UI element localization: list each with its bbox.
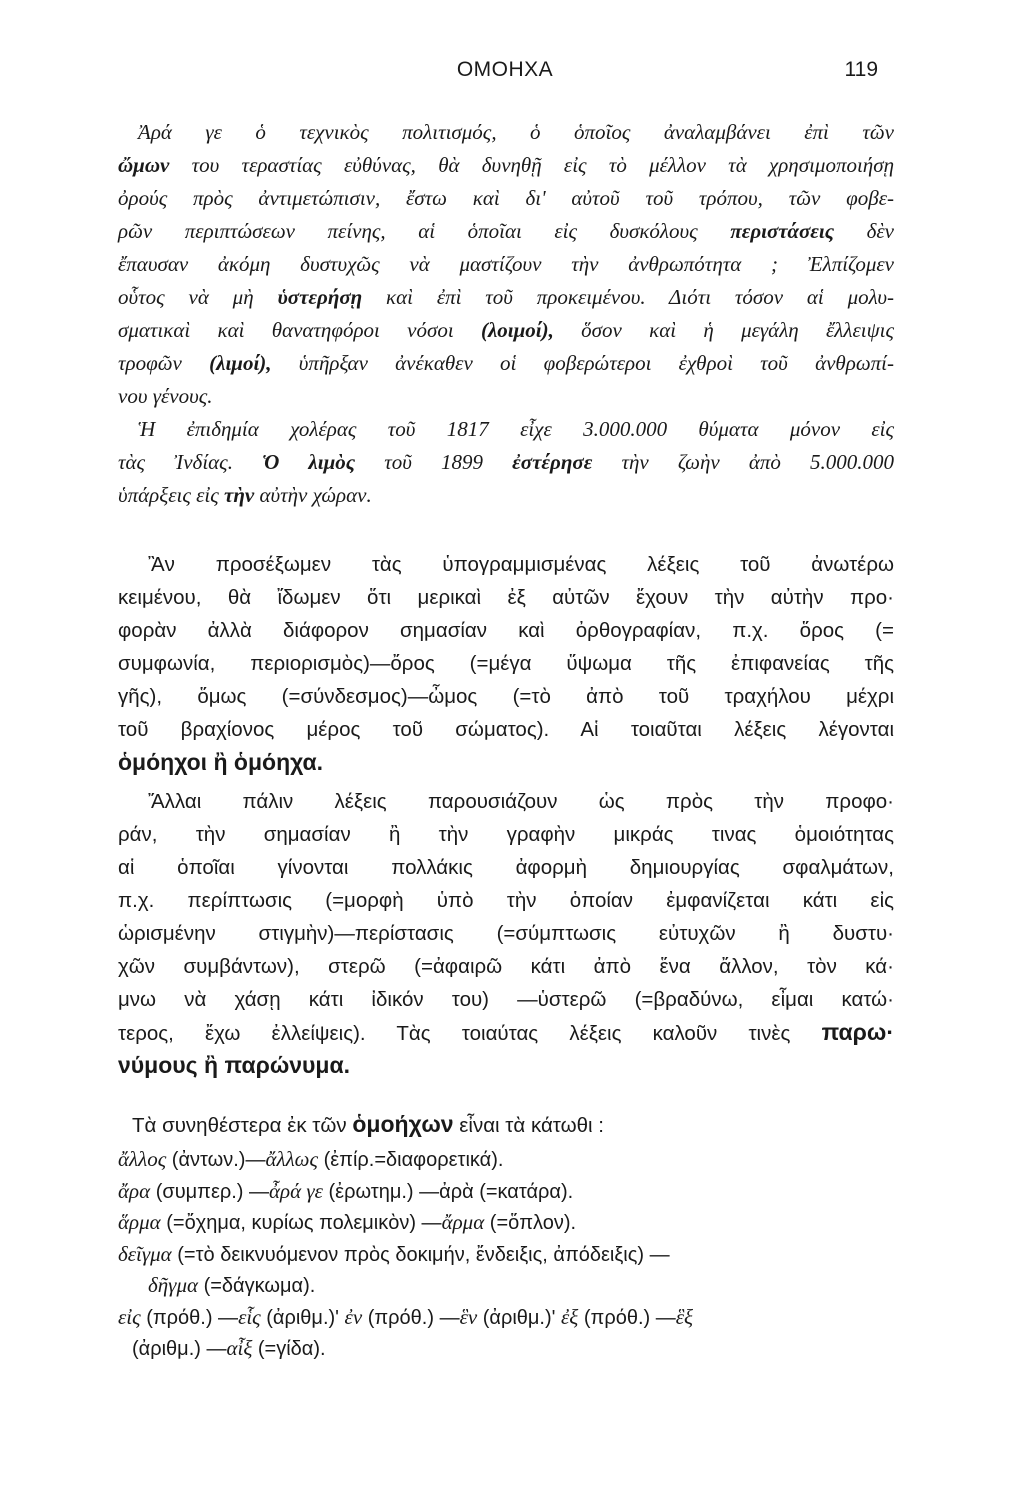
text-line: ὡρισμένην στιγμὴν)—περίστασις (=σύμπτωσις εὐτυχῶν ἢ δυστυ· bbox=[118, 922, 894, 945]
text-line: φορὰν ἀλλὰ διάφορον σημασίαν καὶ ὀρθογραφίαν, π.χ. ὅρος (= bbox=[118, 619, 894, 642]
list-item: ἄρα (συμπερ.) —ἆρά γε (ἐρωτημ.) —ἀρὰ (=κατάρα). bbox=[118, 1178, 574, 1203]
paragraph-homophones bbox=[118, 548, 894, 779]
page-number: 119 bbox=[844, 58, 878, 81]
homophone-list bbox=[118, 1106, 894, 1365]
page-header bbox=[0, 58, 1010, 88]
list-item: εἰς (πρόθ.) —εἷς (ἀριθμ.)' ἐν (πρόθ.) —ἓν (ἀριθμ.)' ἐξ (πρόθ.) —ἓξ bbox=[118, 1304, 694, 1329]
quote-line: οὗτος νὰ μὴ ὑστερήσῃ καὶ ἐπὶ τοῦ προκειμένου. Διότι τόσον αἱ μολυ- bbox=[118, 285, 894, 309]
text-line: ὁμόηχοι ἢ ὁμόηχα. bbox=[118, 749, 324, 775]
list-item: δεῖγμα (=τὸ δεικνυόμενον πρὸς δοκιμήν, ἔνδειξις, ἀπόδειξις) — bbox=[118, 1241, 670, 1266]
text-line: μνω νὰ χάσῃ κάτι ἰδικόν του) —ὑστερῶ (=βραδύνω, εἶμαι κατώ· bbox=[118, 988, 894, 1011]
text-line: νύμους ἢ παρώνυμα. bbox=[118, 1052, 351, 1078]
text-line: ράν, τὴν σημασίαν ἢ τὴν γραφὴν μικράς τινας ὁμοιότητας bbox=[118, 823, 894, 846]
quote-line: ὑπάρξεις εἰς τὴν αὐτὴν χώραν. bbox=[118, 483, 372, 507]
quote-block bbox=[118, 116, 894, 512]
text-line: Ἄλλαι πάλιν λέξεις παρουσιάζουν ὡς πρὸς τὴν προφο· bbox=[148, 790, 894, 813]
text-line: χῶν συμβάντων), στερῶ (=ἀφαιρῶ κάτι ἀπὸ ἕνα ἄλλον, τὸν κά· bbox=[118, 955, 894, 978]
text-line: αἱ ὁποῖαι γίνονται πολλάκις ἀφορμὴ δημιουργίας σφαλμάτων, bbox=[118, 856, 894, 879]
text-line: τοῦ βραχίονος μέρος τοῦ σώματος). Αἱ τοιαῦται λέξεις λέγονται bbox=[118, 718, 894, 741]
list-item: ἄλλος (ἀντων.)—ἄλλως (ἐπίρ.=διαφορετικά). bbox=[118, 1147, 504, 1171]
text-line: συμφωνία, περιορισμὸς)—ὄρος (=μέγα ὕψωμα τῆς ἐπιφανείας τῆς bbox=[118, 652, 894, 675]
list-item: ἅρμα (=ὄχημα, κυρίως πολεμικὸν) —ἄρμα (=ὅπλον). bbox=[118, 1210, 577, 1234]
list-item: δῆγμα (=δάγκωμα). bbox=[148, 1273, 316, 1297]
paragraph-paronyms bbox=[118, 785, 894, 1082]
running-title: ΟΜΟΗΧΑ bbox=[456, 58, 554, 81]
list-item: (ἀριθμ.) —αἶξ (=γίδα). bbox=[132, 1336, 326, 1360]
quote-line: σματικαὶ καὶ θανατηφόροι νόσοι (λοιμοί), ὅσον καὶ ἡ μεγάλη ἔλλειψις bbox=[118, 318, 894, 342]
text-line: κειμένου, θὰ ἴδωμεν ὅτι μερικαὶ ἐξ αὐτῶν ἔχουν τὴν αὐτὴν προ· bbox=[118, 586, 894, 609]
quote-line: τροφῶν (λιμοί), ὑπῆρξαν ἀνέκαθεν οἱ φοβερώτεροι ἐχθροὶ τοῦ ἀνθρωπί- bbox=[118, 351, 894, 375]
quote-line: Ἡ ἐπιδημία χολέρας τοῦ 1817 εἶχε 3.000.000 θύματα μόνον εἰς bbox=[138, 417, 894, 441]
text-line: γῆς), ὅμως (=σύνδεσμος)—ὦμος (=τὸ ἀπὸ τοῦ τραχήλου μέχρι bbox=[118, 685, 894, 708]
text-line: τερος, ἔχω ἐλλείψεις). Τὰς τοιαύτας λέξεις καλοῦν τινὲς παρω· bbox=[118, 1019, 894, 1045]
quote-line: ὀρούς πρὸς ἀντιμετώπισιν, ἔστω καὶ δι' αὐτοῦ τοῦ τρόπου, τῶν φοβε- bbox=[118, 186, 894, 210]
text-line: π.χ. περίπτωσις (=μορφὴ ὑπὸ τὴν ὁποίαν ἐμφανίζεται κάτι εἰς bbox=[118, 889, 894, 912]
quote-line: ρῶν περιπτώσεων πείνης, αἱ ὁποῖαι εἰς δυσκόλους περιστάσεις δὲν bbox=[118, 219, 894, 243]
quote-line: Ἀρά γε ὁ τεχνικὸς πολιτισμός, ὁ ὁποῖος ἀναλαμβάνει ἐπὶ τῶν bbox=[138, 120, 894, 144]
quote-line: ἔπαυσαν ἀκόμη δυστυχῶς νὰ μαστίζουν τὴν ἀνθρωπότητα ; Ἐλπίζομεν bbox=[118, 252, 894, 276]
quote-line: νου γένους. bbox=[118, 384, 213, 408]
list-intro: Τὰ συνηθέστερα ἐκ τῶν ὁμοήχων εἶναι τὰ κάτωθι : bbox=[132, 1111, 604, 1137]
text-line: Ἂν προσέξωμεν τὰς ὑπογραμμισμένας λέξεις τοῦ ἀνωτέρω bbox=[148, 553, 894, 576]
quote-line: τὰς Ἰνδίας. Ὁ λιμὸς τοῦ 1899 ἐστέρησε τὴν ζωὴν ἀπὸ 5.000.000 bbox=[118, 450, 894, 474]
quote-line: ὤμων του τεραστίας εὐθύνας, θὰ δυνηθῇ εἰς τὸ μέλλον τὰ χρησιμοποιήσῃ bbox=[118, 153, 894, 177]
